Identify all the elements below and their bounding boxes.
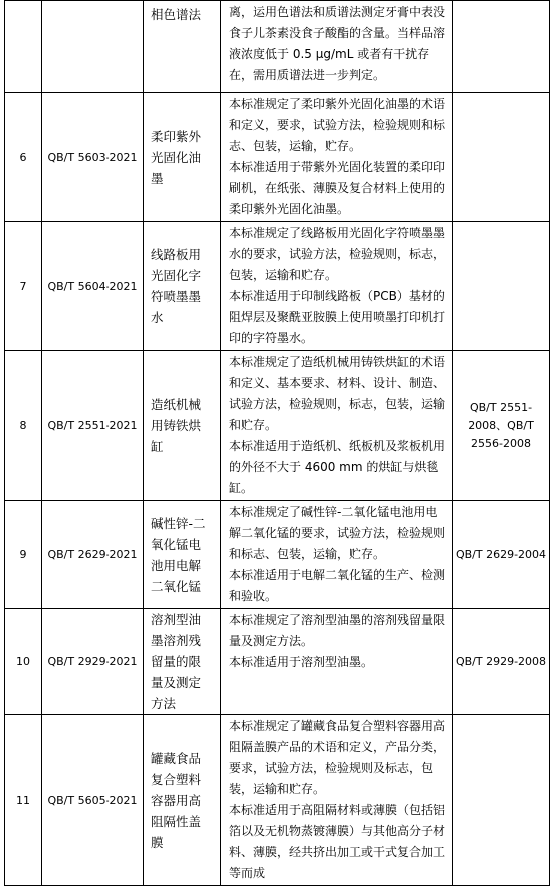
standard-description [221, 222, 453, 351]
standard-code: QB/T 2629-2021 [42, 501, 144, 609]
replaced-standard: QB/T 2551-2008、QB/T 2556-2008 [453, 351, 550, 501]
table-row [5, 93, 550, 222]
standard-name: 碱性锌-二氧化锰电池用电解二氧化锰 [144, 501, 221, 609]
table-row [5, 715, 550, 886]
standard-description [221, 93, 453, 222]
standard-code: QB/T 2551-2021 [42, 351, 144, 501]
standard-code: QB/T 5604-2021 [42, 222, 144, 351]
description-paragraph: 本标准适用于印制线路板（PCB）基材的阻焊层及聚酰亚胺膜上使用喷墨打印机打印的字符墨水。 [229, 289, 446, 345]
description-paragraph: 本标准规定了溶剂型油墨的溶剂残留量限量及测定方法。 [229, 613, 446, 648]
description-paragraph: 本标准规定了线路板用光固化字符喷墨墨水的要求，试验方法，检验规则，标志，包装，运输和贮存。 [229, 226, 446, 282]
row-number: 10 [5, 609, 42, 715]
replaced-standard [453, 93, 550, 222]
standard-description [221, 351, 453, 501]
standard-code: QB/T 2929-2021 [42, 609, 144, 715]
description-paragraph: 本标准适用于高阻隔材料或薄膜（包括铝箔以及无机物蒸镀薄膜）与其他高分子材料、薄膜，经共挤出加工或干式复合加工等而成 [229, 803, 446, 880]
table-row [5, 609, 550, 715]
description-paragraph: 本标准适用于电解二氧化锰的生产、检测和验收。 [229, 568, 446, 603]
replaced-standard: QB/T 2629-2004 [453, 501, 550, 609]
row-number: 11 [5, 715, 42, 886]
row-number: 6 [5, 93, 42, 222]
description-paragraph: 离，运用色谱法和质谱法测定牙膏中表没食子儿茶素没食子酸酯的含量。当样品溶液浓度低于 0.5 μg/mL 或者有干扰存在，需用质谱法进一步判定。 [229, 5, 446, 82]
standard-name: 线路板用光固化字符喷墨墨水 [144, 222, 221, 351]
standard-code [42, 1, 144, 93]
standard-code: QB/T 5605-2021 [42, 715, 144, 886]
table-row [5, 351, 550, 501]
description-paragraph: 本标准规定了柔印紫外光固化油墨的术语和定义，要求，试验方法，检验规则和标志、包装，运输，贮存。 [229, 97, 446, 153]
row-number: 7 [5, 222, 42, 351]
standards-table [4, 0, 550, 886]
replaced-standard: QB/T 2929-2008 [453, 609, 550, 715]
replaced-standard [453, 1, 550, 93]
standard-name: 相色谱法 [144, 1, 221, 93]
standard-description [221, 1, 453, 93]
replaced-standard [453, 715, 550, 886]
row-number: 8 [5, 351, 42, 501]
description-paragraph: 本标准适用于溶剂型油墨。 [229, 655, 374, 669]
row-number: 9 [5, 501, 42, 609]
table-row [5, 1, 550, 93]
standard-description [221, 715, 453, 886]
row-number [5, 1, 42, 93]
description-paragraph: 本标准适用于带紫外光固化装置的柔印印刷机，在纸张、薄膜及复合材料上使用的柔印紫外光固化油墨。 [229, 160, 446, 216]
standard-name: 造纸机械用铸铁烘缸 [144, 351, 221, 501]
description-paragraph: 本标准规定了罐藏食品复合塑料容器用高阻隔盖膜产品的术语和定义，产品分类，要求，试验方法，检验规则及标志，包装，运输和贮存。 [229, 719, 446, 796]
standard-description [221, 609, 453, 715]
description-paragraph: 本标准规定了碱性锌-二氧化锰电池用电解二氧化锰的要求，试验方法，检验规则和标志、包装，运输，贮存。 [229, 505, 446, 561]
standard-name: 柔印紫外光固化油墨 [144, 93, 221, 222]
replaced-standard [453, 222, 550, 351]
description-paragraph: 本标准规定了造纸机械用铸铁烘缸的术语和定义、基本要求、材料、设计、制造、试验方法，检验规则，标志，包装，运输和贮存。 [229, 355, 446, 432]
standard-name: 溶剂型油墨溶剂残留量的限量及测定方法 [144, 609, 221, 715]
description-paragraph: 本标准适用于造纸机、纸板机及浆板机用的外径不大于 4600 mm 的烘缸与烘毯缸。 [229, 439, 446, 495]
standard-description [221, 501, 453, 609]
table-row [5, 501, 550, 609]
standard-name: 罐藏食品复合塑料容器用高阻隔性盖膜 [144, 715, 221, 886]
standard-code: QB/T 5603-2021 [42, 93, 144, 222]
table-row [5, 222, 550, 351]
